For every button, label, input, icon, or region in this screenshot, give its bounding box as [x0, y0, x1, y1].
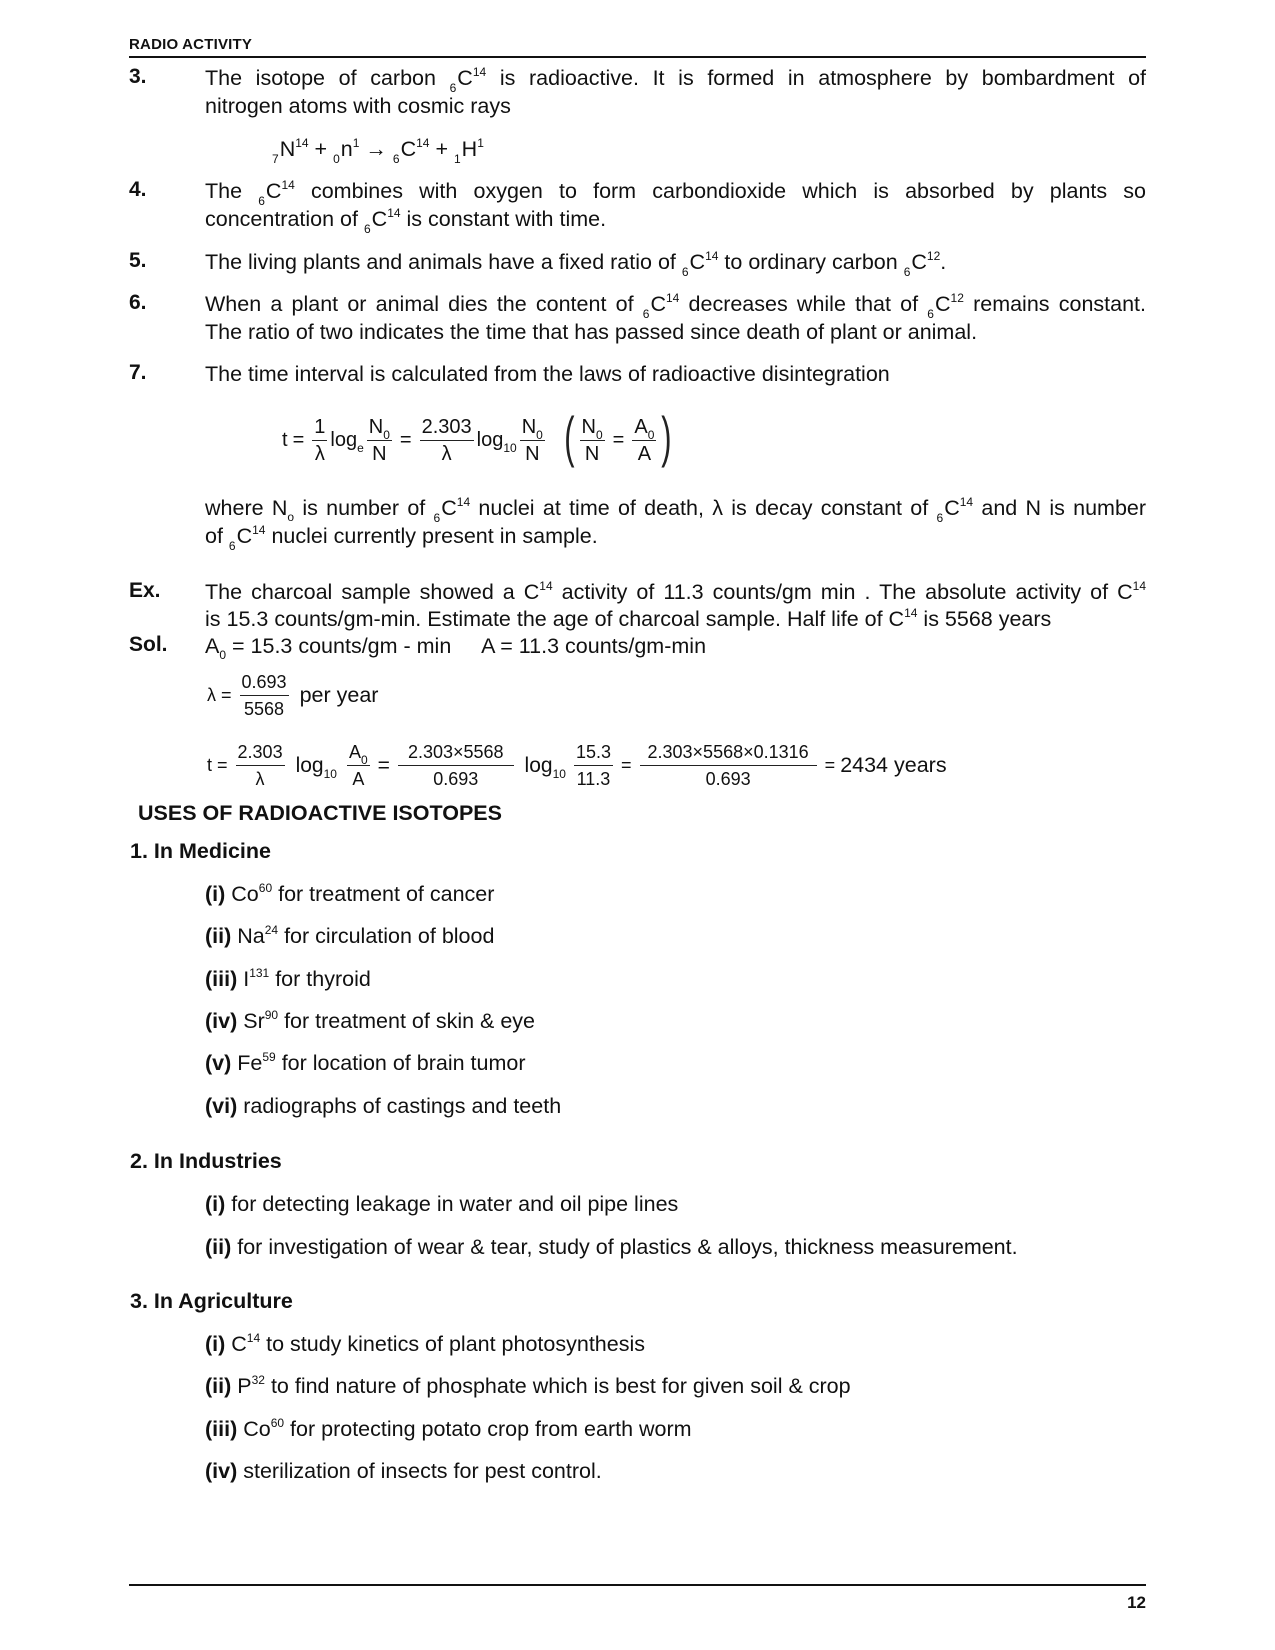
point-number: 6. [129, 291, 147, 314]
footer-rule [129, 1584, 1146, 1586]
list-item: (ii) $P^{32}$ to find nature of phosphate which is best for given soil & crop [205, 1373, 851, 1398]
nuclear-reaction-equation: $_7N^{14} + _0n^1 \to _6C^{14} + _1H^1$ [272, 136, 484, 166]
point-7-line-1: The time interval is calculated from the laws of radioactive disintegration [205, 362, 890, 386]
subsection-heading: 1. In Medicine [130, 839, 271, 863]
point-6-line-1: When a plant or animal dies the content of $_6C^{14}$ decreases while that of $_6C^{12}$ remains constant. [205, 291, 1146, 321]
fraction-0693-over-5568: $\frac{0.693}{5568}$ [241, 672, 287, 719]
point-3-line-2: nitrogen atoms with cosmic rays [205, 94, 511, 118]
list-item: (ii) Na$^{24}$ for circulation of blood [205, 923, 495, 948]
point-number: 3. [129, 65, 147, 88]
log-10: $\log_{10}$ [476, 428, 517, 455]
subsection-heading: 3. In Agriculture [130, 1289, 293, 1313]
where-line-2: of $_6C^{14}$ nuclei currently present in sample. [205, 523, 598, 553]
list-item: (vi) radiographs of castings and teeth [205, 1094, 562, 1118]
left-paren: ( [564, 405, 575, 468]
formula-equals: = [399, 428, 412, 451]
point-number: 5. [129, 249, 147, 272]
solution-given: $A_0 = 15.3$ counts/gm - min A = 11.3 counts/gm-min [205, 634, 707, 662]
point-number: 7. [129, 361, 147, 384]
fraction-n0-over-n: $\frac{N_0}{N}$ [521, 415, 543, 465]
formula-var-t: t [282, 428, 288, 451]
running-header: RADIO ACTIVITY [129, 36, 253, 53]
list-item: (i) for detecting leakage in water and oil pipe lines [205, 1192, 679, 1216]
list-item: (iv) sterilization of insects for pest control. [205, 1459, 602, 1483]
formula-equals: = [612, 428, 625, 451]
point-4-line-2: concentration of $_6C^{14}$ is constant with time. [205, 206, 607, 236]
solution-label: Sol. [129, 633, 168, 656]
fraction-2303x5568-over-0693: $\frac{2.303\times 5568}{0.693}$ [398, 740, 514, 791]
list-item: (v) Fe$^{59}$ for location of brain tumor [205, 1050, 526, 1075]
decay-time-formula [282, 405, 674, 468]
point-number: 4. [129, 178, 147, 201]
fraction-one-over-lambda: $\frac{1}{\lambda}$ [314, 415, 326, 465]
list-item: (iv) Sr$^{90}$ for treatment of skin & eye [205, 1008, 536, 1033]
point-4-line-1: The $_6C^{14}$ combines with oxygen to form carbondioxide which is absorbed by plants so [205, 178, 1146, 208]
point-5-line-1: The living plants and animals have a fixed ratio of $_6C^{14}$ to ordinary carbon $_6C^{12}$. [205, 249, 947, 279]
where-line-1: where $N_o$ is number of $_6C^{14}$ nuclei at time of death, λ is decay constant of $_6C^{14}$ and N is number [205, 495, 1147, 525]
subsection-heading: 2. In Industries [130, 1149, 282, 1173]
fraction-a0-over-a: $\frac{A_0}{A}$ [634, 415, 655, 465]
fraction-a0-over-a: $\frac{A_0}{A}$ [348, 742, 368, 789]
log-e: $\log_e$ [330, 428, 364, 455]
fraction-final-product-over-0693: $\frac{2.303\times 5568\times 0.1316}{0.693}$ [640, 740, 817, 791]
fraction-2303-over-lambda: $\frac{2.303}{\lambda}$ [421, 415, 472, 465]
lambda-equation: λ = $\frac{0.693}{5568}$ per year [207, 672, 379, 719]
list-item: (iii) Co$^{60}$ for protecting potato crop from earth worm [205, 1416, 692, 1441]
fraction-2303-over-lambda: $\frac{2.303}{\lambda}$ [237, 742, 283, 789]
fraction-n0-over-n: $\frac{N_0}{N}$ [368, 415, 390, 465]
right-paren: ) [661, 405, 672, 468]
list-item: (i) Co$^{60}$ for treatment of cancer [205, 881, 495, 906]
example-line-2: is 15.3 counts/gm-min. Estimate the age of charcoal sample. Half life of $C^{14}$ is 5568 years [205, 606, 1052, 631]
formula-equals: = [292, 428, 305, 451]
list-item: (i) $C^{14}$ to study kinetics of plant photosynthesis [205, 1331, 645, 1356]
header-rule [129, 56, 1146, 58]
result-value: 2434 years [840, 753, 947, 777]
fraction-153-over-113: $\frac{15.3}{11.3}$ [575, 742, 611, 789]
section-title: USES OF RADIOACTIVE ISOTOPES [138, 801, 502, 825]
list-item: (ii) for investigation of wear & tear, study of plastics & alloys, thickness measurement. [205, 1235, 1018, 1259]
page-number: 12 [1127, 1593, 1146, 1612]
point-3-line-1: The isotope of carbon $_6C^{14}$ is radioactive. It is formed in atmosphere by bombardment of [205, 65, 1146, 95]
list-item: (iii) $I^{131}$ for thyroid [205, 966, 371, 991]
age-calculation-equation: t = $\frac{2.303}{\lambda}$ $\log_{10}$ $\frac{A_0}{A}$ = $\frac{2.303\times 5568}{0.693}$ $\log_{10}$ $\frac{15.3}{11.3}$ = $\frac{2.303\times 5568\times 0.1316}{0.693}$ = 2434 years [207, 742, 947, 789]
fraction-n0-over-n: $\frac{N_0}{N}$ [581, 415, 603, 465]
example-label: Ex. [129, 579, 161, 602]
example-line-1: The charcoal sample showed a $C^{14}$ activity of 11.3 counts/gm min . The absolute activity of $C^{14}$ [205, 579, 1146, 604]
point-6-line-2: The ratio of two indicates the time that has passed since death of plant or animal. [205, 320, 978, 344]
